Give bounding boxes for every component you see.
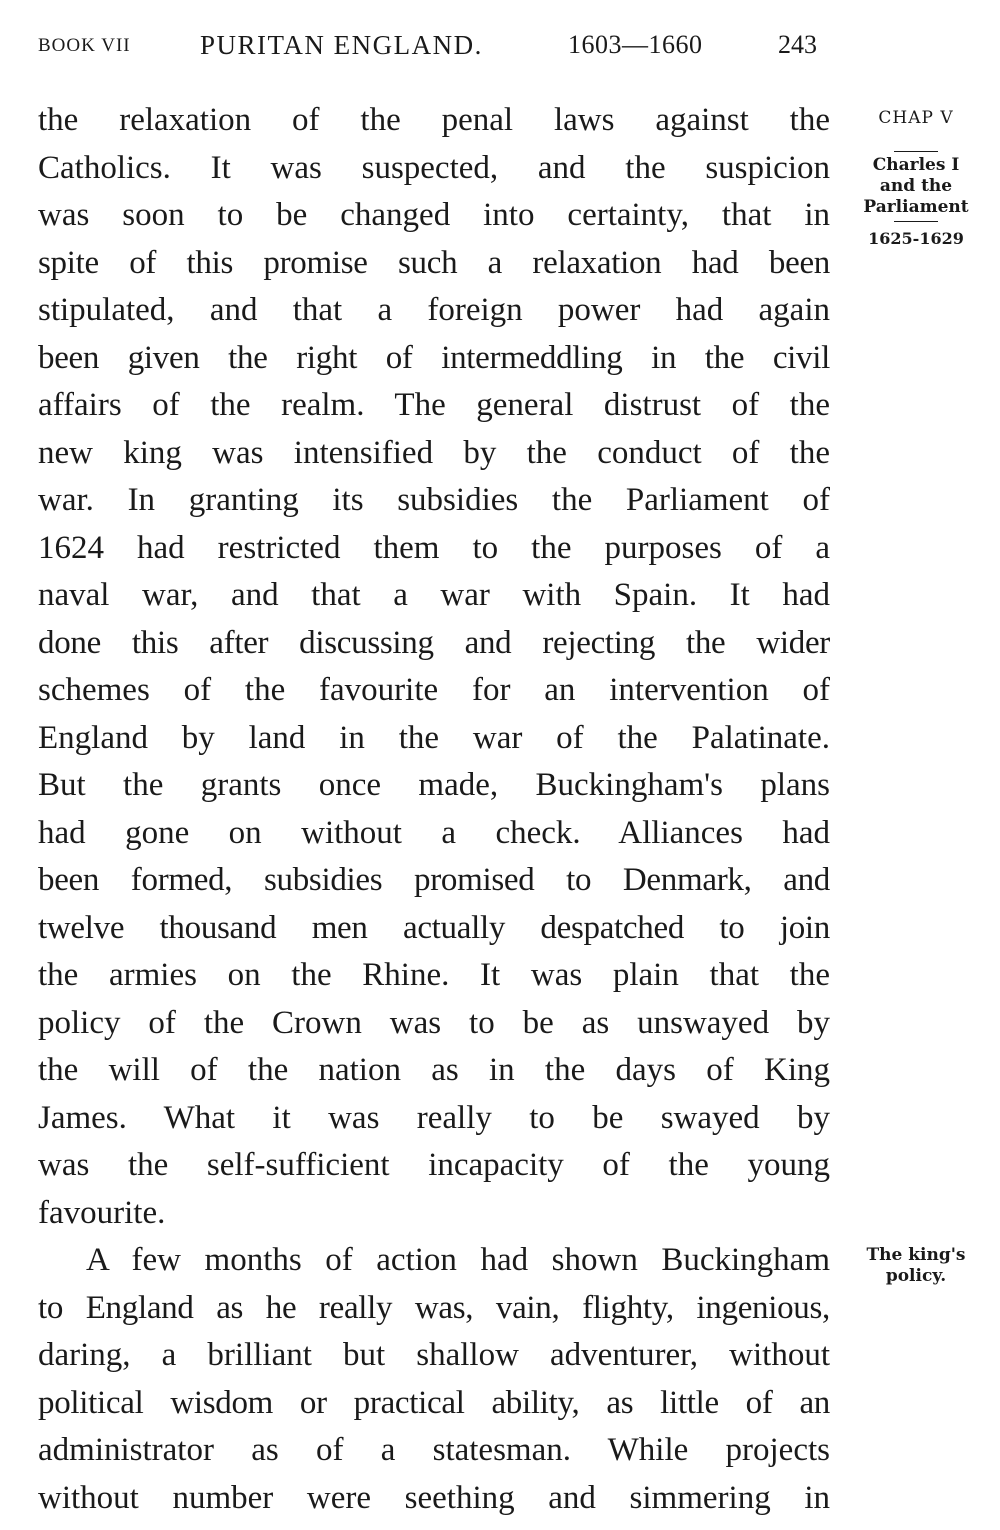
header-title: PURITAN ENGLAND. xyxy=(200,30,483,60)
margin-rule-bottom xyxy=(894,221,938,222)
margin-topic-line3: Parliament xyxy=(863,197,969,217)
paragraph-1 xyxy=(38,97,830,1237)
text-line: James. What it was really to be swayed by xyxy=(38,1099,830,1136)
text-line: naval war, and that a war with Spain. It had xyxy=(38,577,830,613)
text-line: was soon to be changed into certainty, that in xyxy=(38,197,830,233)
text-line: done this after discussing and rejecting the wider xyxy=(38,624,830,661)
text-line: daring, a brilliant but shallow adventurer, without xyxy=(38,1337,830,1373)
text-line: administrator as of a statesman. While projects xyxy=(38,1432,830,1468)
text-line: had gone on without a check. Alliances had xyxy=(38,814,830,851)
text-line: affairs of the realm. The general distrust of the xyxy=(38,387,830,423)
margin-chapter xyxy=(836,108,996,128)
margin-topic-line2: and the xyxy=(879,176,953,196)
text-line: schemes of the favourite for an intervention of xyxy=(38,672,830,708)
text-line: stipulated, and that a foreign power had again xyxy=(38,292,830,328)
text-line: was the self-sufficient incapacity of the young xyxy=(38,1147,830,1183)
text-line: the armies on the Rhine. It was plain that the xyxy=(38,957,830,993)
text-line: political wisdom or practical ability, as little of an xyxy=(38,1384,830,1421)
text-line: England by land in the war of the Palatinate. xyxy=(38,719,830,756)
margin-topic-line1: Charles I xyxy=(872,155,960,175)
margin-chapter-label: CHAP V xyxy=(878,108,954,128)
text-line: favourite. xyxy=(38,1194,166,1231)
text-line: 1624 had restricted them to the purposes of a xyxy=(38,529,830,566)
text-line: the will of the nation as in the days of King xyxy=(38,1052,830,1088)
paragraph-2 xyxy=(38,1237,830,1522)
margin-rule-top xyxy=(894,151,938,152)
running-header xyxy=(38,30,838,64)
text-line: twelve thousand men actually despatched to join xyxy=(38,909,830,946)
text-line: spite of this promise such a relaxation had been xyxy=(38,244,830,281)
text-line: A few months of action had shown Buckingham xyxy=(86,1242,830,1278)
text-line: policy of the Crown was to be as unswayed by xyxy=(38,1004,830,1041)
margin-note xyxy=(836,1245,996,1287)
text-line: been given the right of intermeddling in the civil xyxy=(38,339,830,376)
text-line: been formed, subsidies promised to Denmark, and xyxy=(38,862,830,898)
text-line: new king was intensified by the conduct of the xyxy=(38,434,830,471)
text-line: war. In granting its subsidies the Parliament of xyxy=(38,482,830,518)
header-years: 1603—1660 xyxy=(568,30,703,59)
text-line: Catholics. It was suspected, and the suspicion xyxy=(38,149,830,186)
margin-note-line1: The king's xyxy=(866,1245,966,1265)
text-line: But the grants once made, Buckingham's plans xyxy=(38,767,830,803)
text-line: the relaxation of the penal laws against the xyxy=(38,102,830,138)
body-text xyxy=(38,97,830,1522)
margin-note-line2: policy. xyxy=(885,1266,947,1286)
text-line: to England as he really was, vain, flighty, ingenious, xyxy=(38,1289,830,1326)
header-book: BOOK VII xyxy=(38,35,131,56)
margin-topic-years: 1625-1629 xyxy=(868,229,964,248)
text-line: without number were seething and simmering in xyxy=(38,1479,830,1516)
margin-topic xyxy=(836,148,996,249)
page-number: 243 xyxy=(778,30,817,59)
